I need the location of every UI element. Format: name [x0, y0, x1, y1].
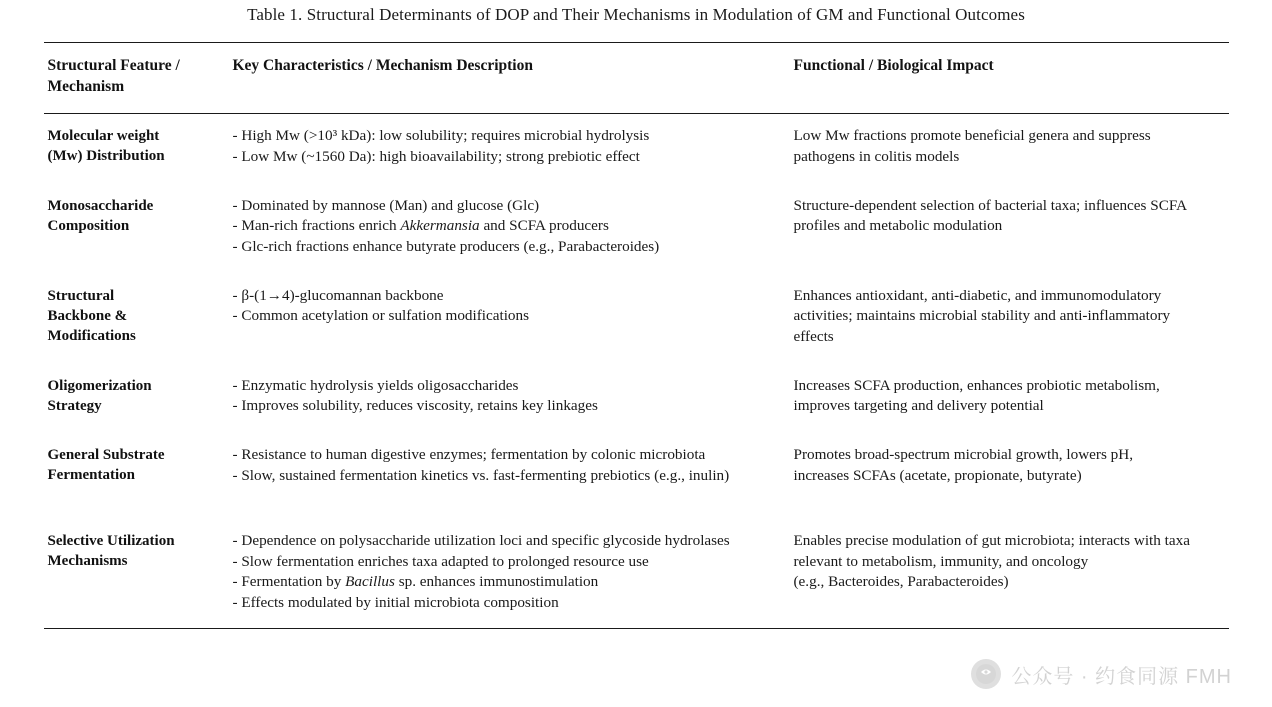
mechanism-line: - Enzymatic hydrolysis yields oligosaccharides: [232, 376, 519, 394]
feature-line: Selective Utilization: [47, 532, 175, 549]
feature-line: Composition: [47, 217, 130, 234]
impact-line: Low Mw fractions promote beneficial genera and suppress: [793, 127, 1151, 145]
row-mechanism: [220, 272, 794, 362]
table-row: [44, 182, 1229, 272]
impact-line: activities; maintains microbial stability and anti-inflammatory: [793, 307, 1171, 325]
row-mechanism: [220, 362, 794, 431]
mechanism-line: - Man-rich fractions enrich Akkermansia and SCFA producers: [232, 217, 609, 235]
row-feature: [44, 362, 220, 431]
row-impact: [794, 362, 1229, 431]
feature-line: Mechanisms: [47, 553, 128, 570]
impact-line: (e.g., Bacteroides, Parabacteroides): [793, 573, 1009, 591]
table-row: [44, 272, 1229, 362]
row-mechanism: [220, 182, 794, 272]
feature-line: (Mw) Distribution: [47, 148, 165, 165]
feature-line: Oligomerization: [47, 377, 152, 394]
column-header-mechanism: Key Characteristics / Mechanism Description: [220, 43, 794, 114]
impact-line: Promotes broad-spectrum microbial growth, lowers pH,: [793, 445, 1134, 463]
row-impact: [794, 114, 1229, 182]
row-feature: [44, 517, 220, 628]
impact-line: relevant to metabolism, immunity, and oncology: [793, 552, 1089, 570]
row-impact: [794, 182, 1229, 272]
mechanism-line: - Improves solubility, reduces viscosity, retains key linkages: [232, 397, 598, 415]
row-mechanism: [220, 431, 794, 517]
mechanism-line: - Fermentation by Bacillus sp. enhances immunostimulation: [232, 573, 599, 591]
row-feature: [44, 272, 220, 362]
feature-line: Fermentation: [47, 467, 135, 484]
table-header-row: [44, 43, 1229, 114]
mechanism-line: - Low Mw (~1560 Da): high bioavailability; strong prebiotic effect: [232, 147, 640, 165]
mechanism-line: - Slow, sustained fermentation kinetics vs. fast-fermenting prebiotics (e.g., inulin): [232, 466, 730, 484]
watermark-logo-icon: [971, 659, 1001, 689]
column-header-impact: Functional / Biological Impact: [794, 43, 1229, 114]
row-mechanism: [220, 114, 794, 182]
feature-line: Structural: [47, 287, 115, 304]
mechanism-line: - Slow fermentation enriches taxa adapted to prolonged resource use: [232, 552, 649, 570]
determinants-table: [44, 42, 1229, 629]
feature-line: General Substrate: [47, 446, 165, 463]
table-row: [44, 114, 1229, 182]
impact-line: improves targeting and delivery potential: [793, 397, 1044, 415]
impact-line: increases SCFAs (acetate, propionate, butyrate): [793, 466, 1082, 484]
column-header-feature-line1: Structural Feature / Mechanism: [47, 57, 180, 95]
feature-line: Modifications: [47, 327, 136, 344]
feature-line: Strategy: [47, 397, 102, 414]
table-bottom-rule: [44, 628, 1229, 629]
table-caption: Table 1. Structural Determinants of DOP and Their Mechanisms in Modulation of GM and Functional Outcomes: [247, 5, 1025, 24]
mechanism-line: - β-(1→4)-glucomannan backbone: [232, 286, 444, 304]
mechanism-line: - Effects modulated by initial microbiota composition: [232, 593, 559, 611]
table-row: [44, 431, 1229, 517]
mechanism-line: - Dependence on polysaccharide utilization loci and specific glycoside hydrolases: [232, 531, 730, 549]
feature-line: Backbone &: [47, 307, 128, 324]
row-feature: [44, 114, 220, 182]
impact-line: effects: [793, 327, 834, 345]
row-impact: [794, 517, 1229, 628]
impact-line: Enables precise modulation of gut microbiota; interacts with taxa: [793, 531, 1190, 549]
impact-line: Increases SCFA production, enhances probiotic metabolism,: [793, 376, 1160, 394]
mechanism-line: - Common acetylation or sulfation modifications: [232, 307, 530, 325]
impact-line: Structure-dependent selection of bacterial taxa; influences SCFA: [793, 196, 1188, 214]
impact-line: Enhances antioxidant, anti-diabetic, and immunomodulatory: [793, 286, 1162, 304]
watermark-text: 公众号 · 约食同源 FMH: [1011, 665, 1232, 688]
feature-line: Molecular weight: [47, 128, 160, 145]
row-feature: [44, 431, 220, 517]
watermark: [971, 659, 1232, 689]
row-feature: [44, 182, 220, 272]
row-impact: [794, 272, 1229, 362]
row-impact: [794, 431, 1229, 517]
impact-line: profiles and metabolic modulation: [793, 217, 1003, 235]
mechanism-line: - Resistance to human digestive enzymes; fermentation by colonic microbiota: [232, 445, 706, 463]
row-mechanism: [220, 517, 794, 628]
mechanism-line: - Glc-rich fractions enhance butyrate producers (e.g., Parabacteroides): [232, 237, 660, 255]
table-row: [44, 362, 1229, 431]
mechanism-line: - Dominated by mannose (Man) and glucose (Glc): [232, 196, 540, 214]
column-header-feature: [44, 43, 220, 114]
mechanism-line: - High Mw (>10³ kDa): low solubility; requires microbial hydrolysis: [232, 127, 650, 145]
table-row: [44, 517, 1229, 628]
impact-line: pathogens in colitis models: [793, 147, 960, 165]
feature-line: Monosaccharide: [47, 197, 154, 214]
